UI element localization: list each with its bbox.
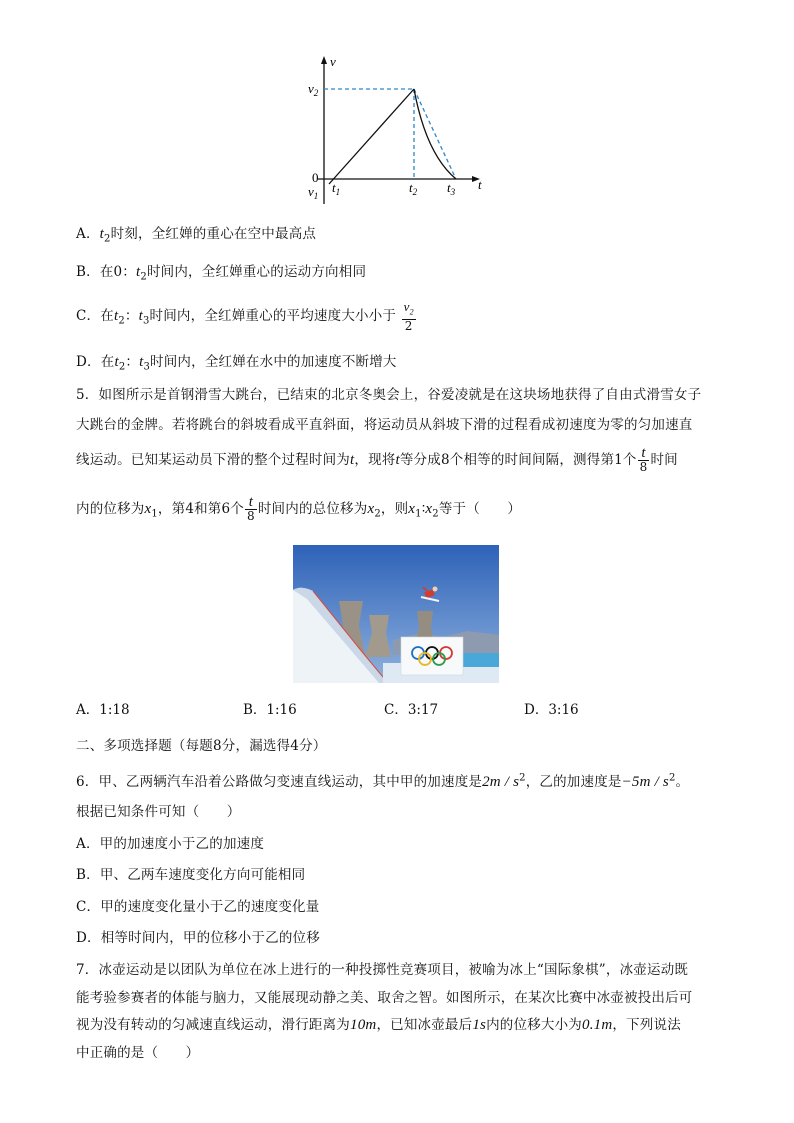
q4-option-d[interactable]: [76, 350, 397, 373]
math-var: t: [113, 307, 119, 324]
text: ，第4和第6个: [157, 501, 244, 517]
text: 6．甲、乙两辆汽车沿着公路做匀变速直线运动，其中甲的加速度是: [76, 774, 483, 790]
t1-label: $t_1$: [332, 180, 341, 197]
option-text: 时间内，全红婵重心的运动方向相同: [146, 264, 367, 280]
fraction-denominator: 2: [404, 318, 413, 333]
q7-line-1: 7．冰壶运动是以团队为单位在冰上进行的一种投掷性竞赛项目，被喻为冰上“国际象棋”，冰壶运动既: [76, 962, 689, 978]
section-heading-multiple-choice: 二、多项选择题（每题8分，漏选得4分）: [76, 738, 327, 754]
option-letter: C．在: [76, 307, 114, 324]
text: 时间内的总位移为: [257, 501, 368, 517]
q4-option-a[interactable]: [76, 222, 316, 245]
q5-line-1: 5．如图所示是首钢滑雪大跳台，已结束的北京冬奥会上，谷爱凌就是在这块场地获得了自由式滑雪女子: [76, 387, 702, 403]
math-sub: 2: [118, 361, 126, 373]
t3-label: $t_3$: [447, 180, 456, 197]
option-text: ：: [125, 354, 140, 370]
text: ∶: [421, 501, 426, 517]
math-var: x: [367, 501, 375, 517]
text: ，乙的加速度是: [525, 774, 622, 790]
option-letter: D．在: [76, 354, 115, 370]
math-sub: 2: [104, 233, 111, 245]
math-sub: 2: [118, 315, 125, 327]
math-var: t: [395, 452, 400, 468]
text: 等于（ ）: [438, 501, 522, 517]
math-sub: 3: [143, 361, 151, 373]
math-var: t: [99, 226, 105, 242]
big-air-shougang-photo: [293, 545, 499, 683]
fraction-v2-over-2: [402, 300, 416, 333]
q4-option-b[interactable]: [76, 260, 366, 283]
text: ，现将: [354, 452, 396, 468]
math-var: x: [144, 501, 152, 517]
math-var: v: [403, 299, 410, 314]
q7-line-2: 能考验参赛者的体能与脑力，又能展现动静之美、取舍之智。如图所示，在某次比赛中冰壶被投出后可: [76, 990, 693, 1006]
option-text: ：: [124, 307, 139, 324]
v2-label: $v_2$: [308, 81, 319, 98]
text: 内的位移为: [76, 501, 145, 517]
option-text: 时刻，全红婵的重心在空中最高点: [110, 226, 317, 242]
math-sup: 2: [519, 772, 526, 784]
v-axis-label: v: [330, 54, 336, 69]
q5-line-4: [76, 496, 521, 523]
text: ，则: [380, 501, 409, 517]
text: 等分成8个相等的时间间隔，测得第1个: [399, 452, 637, 468]
math-sub: 3: [142, 315, 150, 327]
text: ，下列说法: [612, 1017, 681, 1033]
text: 线运动。已知某运动员下滑的整个过程时间为: [76, 452, 350, 468]
text: 视为没有转动的匀减速直线运动，滑行距离为: [76, 1017, 350, 1033]
text: 内的位移大小为: [486, 1017, 582, 1033]
math-sub: 2: [374, 508, 381, 520]
fraction-denominator: 8: [247, 509, 255, 523]
velocity-time-graph: [296, 54, 496, 210]
fraction-t-over-8: [638, 447, 650, 474]
fraction-numerator: t: [245, 496, 257, 510]
math-sub: 1: [151, 508, 158, 520]
q5-option-c[interactable]: C．3:17: [384, 702, 439, 718]
text: 时间: [650, 452, 678, 468]
time-value: 1s: [472, 1017, 487, 1033]
velocity-line-rising: [329, 89, 414, 184]
q6-line-2: 根据已知条件可知（ ）: [76, 804, 241, 820]
option-text: 时间内，全红婵重心的平均速度大小小于: [149, 307, 397, 324]
q6-line-1: [76, 770, 689, 791]
math-sub: 2: [432, 508, 439, 520]
q5-option-b[interactable]: B．1:16: [243, 702, 297, 718]
distance-value: 10m: [350, 1017, 377, 1033]
fraction-numerator: t: [638, 447, 650, 461]
option-letter: B．在0：: [76, 264, 137, 280]
math-sub: 1: [415, 508, 422, 520]
q5-option-a[interactable]: A．1:18: [76, 702, 130, 718]
origin-label: 0: [312, 170, 319, 185]
t-axis-label: t: [478, 177, 482, 192]
q4-option-c[interactable]: [76, 300, 417, 333]
q6-option-c[interactable]: C．甲的速度变化量小于乙的速度变化量: [76, 899, 320, 915]
math-var: t: [114, 354, 119, 370]
q7-line-4: 中正确的是（ ）: [76, 1045, 200, 1061]
t2-label: $t_2$: [409, 180, 418, 197]
q5-line-2: 大跳台的金牌。若将跳台的斜坡看成平直斜面，将运动员从斜坡下滑的过程看成初速度为零的匀加速直: [76, 417, 693, 433]
option-text: 时间内，全红婵在水中的加速度不断增大: [150, 354, 397, 370]
q5-option-d[interactable]: D．3:16: [524, 702, 579, 718]
math-var: x: [425, 501, 433, 517]
math-sub: 2: [140, 271, 147, 283]
math-var: x: [408, 501, 416, 517]
text: 。: [675, 774, 690, 790]
option-letter: A．: [76, 226, 100, 242]
q5-line-3: [76, 447, 678, 474]
math-sup: 2: [668, 772, 676, 784]
q6-option-d[interactable]: D．相等时间内，甲的位移小于乙的位移: [76, 930, 320, 946]
math-var: t: [350, 452, 355, 468]
acceleration-a: 2m / s: [482, 774, 520, 790]
fraction-t-over-8: [245, 496, 257, 523]
text: ，已知冰壶最后: [376, 1017, 473, 1033]
displacement-value: 0.1m: [582, 1017, 613, 1033]
v1-label: $v_1$: [308, 184, 319, 201]
math-sub: 2: [409, 307, 414, 317]
q6-option-b[interactable]: B．甲、乙两车速度变化方向可能相同: [76, 867, 306, 883]
fraction-denominator: 8: [639, 460, 648, 474]
math-var: t: [139, 354, 144, 370]
math-var: t: [138, 307, 143, 324]
q7-line-3: [76, 1013, 681, 1034]
acceleration-b: −5m / s: [621, 774, 669, 790]
q6-option-a[interactable]: A．甲的加速度小于乙的加速度: [76, 836, 265, 852]
t3-dashed-chord: [414, 89, 456, 179]
v-axis-arrow: [321, 56, 327, 64]
math-var: t: [136, 264, 141, 280]
